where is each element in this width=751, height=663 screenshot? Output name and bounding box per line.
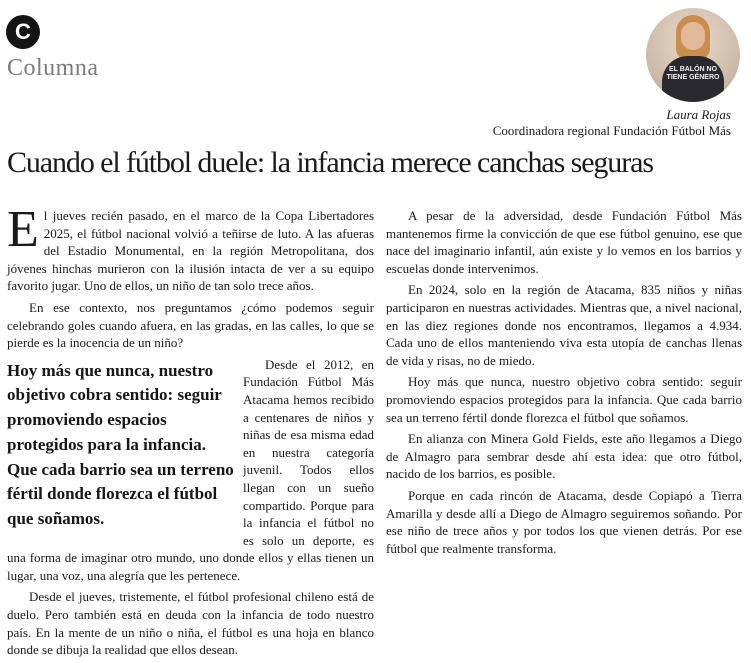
article-column-2 (386, 207, 742, 561)
author-role: Coordinadora regional Fundación Fútbol Más (492, 123, 731, 138)
author-name: Laura Rojas (666, 107, 731, 122)
paragraph-7: Hoy más que nunca, nuestro objetivo cobra sentido: seguir promoviendo espacios protegidos para la infancia. Que cada barrio sea un terreno fértil donde florezca el fútbol que soñamos. (386, 374, 742, 425)
paragraph-1-text: l jueves recién pasado, en el marco de la Copa Libertadores 2025, el fútbol nacional volvió a teñirse de luto. A las afueras del Estadio Monumental, en la región Metropolitana, dos jóvenes hinchas murieron con la ilusión intacta de ver a su equipo favorito jugar. Uno de ellos, un niño de tan solo trece años. (7, 208, 374, 294)
paragraph-2: En ese contexto, nos preguntamos ¿cómo podemos seguir celebrando goles cuando afuera, en las gradas, en las calles, lo que se pierde es la inocencia de un niño? (7, 299, 374, 351)
drop-cap: E (7, 201, 39, 258)
paragraph-6: En 2024, solo en la región de Atacama, 835 niños y niñas participaron en nuestras actividades. Mientras que, a nivel nacional, en las diez regiones donde nos encontramos, llegamos a 4.934. Cada uno de ellos manteniendo viva esta utopía de canchas llenas de vida y risas, no de miedo. (386, 282, 742, 368)
paragraph-8: En alianza con Minera Gold Fields, este año llegamos a Diego de Almagro para sembrar desde ahí esta idea: que otro fútbol, nacido de los barrios, es posible. (386, 431, 742, 482)
section-label: Columna (7, 55, 99, 81)
article-column-1 (7, 201, 374, 663)
author-shirt-text: EL BALÓN NO TIENE GÉNERO (666, 66, 720, 81)
author-photo (646, 8, 740, 102)
pull-quote: Hoy más que nunca, nuestro objetivo cobra sentido: seguir promoviendo espacios protegidos para la infancia. Que cada barrio sea un terreno fértil donde florezca el fútbol que soñamos. (7, 360, 234, 528)
headline: Cuando el fútbol duele: la infancia merece canchas seguras (7, 146, 653, 179)
paragraph-4: Desde el jueves, tristemente, el fútbol profesional chileno está de duelo. Pero también está en deuda con la infancia de todo nuestro país. En la mente de un niño o niña, el fútbol es una hoja en blanco donde se dibuja la realidad que ellos desean. (7, 589, 374, 658)
paragraph-1 (7, 201, 374, 295)
column-badge: C (6, 15, 40, 49)
paragraph-5: A pesar de la adversidad, desde Fundación Fútbol Más mantenemos firme la convicción de que ese fútbol genuino, ese que nace del imaginario infantil, aún existe y lo vemos en los barrios y escuelas donde intervenimos. (386, 208, 742, 276)
author-photo-face (681, 22, 705, 50)
paragraph-3: Desde el 2012, en Fundación Fútbol Más Atacama hemos recibido a centenares de niños y niñas de esa misma edad en nuestra categoría juvenil. Todos ellos llegan con un sueño compartido. Porque para la infancia el fútbol no es solo un deporte, es una forma de imaginar otro mundo, uno donde ellos y ellas tienen un lugar, una voz, una alegría que les pertenece. (7, 356, 374, 583)
paragraph-9: Porque en cada rincón de Atacama, desde Copiapó a Tierra Amarilla y desde allí a Diego de Almagro seguiremos soñando. Por ese niño de trece años y por todos los que vienen detrás. Por ese fútbol que realmente transforma. (386, 487, 742, 556)
